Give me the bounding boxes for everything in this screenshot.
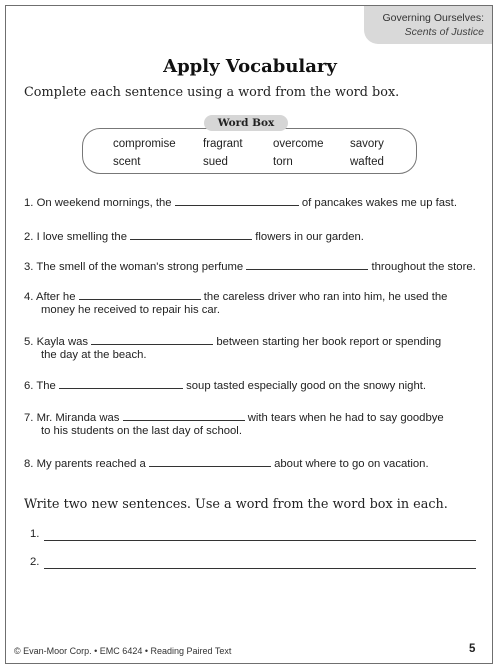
sentence-after: between starting her book report or spending (216, 336, 442, 348)
sentence-after: the careless driver who ran into him, he used the (203, 291, 448, 303)
answer-blank[interactable] (123, 410, 245, 421)
item-number: 5. (24, 336, 34, 348)
item-number: 8. (24, 458, 34, 470)
page-number: 5 (469, 643, 476, 655)
word-wafted: wafted (350, 156, 384, 168)
page-title: Apply Vocabulary (163, 56, 337, 77)
item-number: 6. (24, 380, 34, 392)
sentence-4-continued: money he received to repair his car. (41, 304, 220, 316)
sentence-1 (24, 195, 457, 211)
word-torn: torn (273, 156, 293, 168)
word-scent: scent (113, 156, 141, 168)
sentence-2 (24, 229, 364, 245)
sentence-4 (24, 289, 447, 305)
sentence-before: After he (35, 291, 76, 303)
sentence-8 (24, 456, 429, 472)
answer-blank[interactable] (59, 378, 183, 389)
answer-blank[interactable] (175, 195, 299, 206)
sentence-5-continued: the day at the beach. (41, 349, 147, 361)
item-number: 2. (24, 231, 34, 243)
answer-blank[interactable] (246, 259, 368, 270)
word-fragrant: fragrant (203, 138, 243, 150)
sentence-3 (24, 259, 476, 275)
write-line-1[interactable] (44, 528, 476, 541)
answer-blank[interactable] (130, 229, 252, 240)
sentence-after: flowers in our garden. (255, 231, 364, 243)
write-line-1-number: 1. (30, 528, 40, 540)
theme-unit: Governing Ourselves: (382, 12, 484, 24)
word-savory: savory (350, 138, 384, 150)
answer-blank[interactable] (149, 456, 271, 467)
item-number: 3. (24, 261, 34, 273)
sentence-before: Mr. Miranda was (36, 412, 120, 424)
theme-subtitle: Scents of Justice (404, 26, 484, 38)
sentence-after: about where to go on vacation. (274, 458, 429, 470)
answer-blank[interactable] (79, 289, 201, 300)
sentence-after: soup tasted especially good on the snowy night. (186, 380, 427, 392)
sentence-before: My parents reached a (36, 458, 146, 470)
sentence-after: throughout the store. (371, 261, 476, 273)
word-box-label: Word Box (204, 115, 288, 131)
sentence-after: with tears when he had to say goodbye (247, 412, 444, 424)
sentence-before: On weekend mornings, the (36, 197, 172, 209)
answer-blank[interactable] (91, 334, 213, 345)
sentence-before: The (36, 380, 56, 392)
write-line-2[interactable] (44, 556, 476, 569)
theme-tab (364, 6, 492, 44)
item-number: 1. (24, 197, 34, 209)
sentence-before: The smell of the woman's strong perfume (36, 261, 244, 273)
sentence-before: Kayla was (36, 336, 89, 348)
word-sued: sued (203, 156, 228, 168)
footer-copyright: © Evan-Moor Corp. • EMC 6424 • Reading Paired Text (14, 646, 232, 656)
sentence-7 (24, 410, 444, 426)
word-compromise: compromise (113, 138, 176, 150)
write-line-2-number: 2. (30, 556, 40, 568)
instructions: Complete each sentence using a word from the word box. (24, 85, 400, 100)
item-number: 4. (24, 291, 34, 303)
word-overcome: overcome (273, 138, 324, 150)
sentence-5 (24, 334, 441, 350)
sentence-7-continued: to his students on the last day of school. (41, 425, 242, 437)
write-instructions: Write two new sentences. Use a word from the word box in each. (24, 497, 448, 512)
item-number: 7. (24, 412, 34, 424)
sentence-after: of pancakes wakes me up fast. (301, 197, 457, 209)
sentence-6 (24, 378, 426, 394)
sentence-before: I love smelling the (36, 231, 127, 243)
